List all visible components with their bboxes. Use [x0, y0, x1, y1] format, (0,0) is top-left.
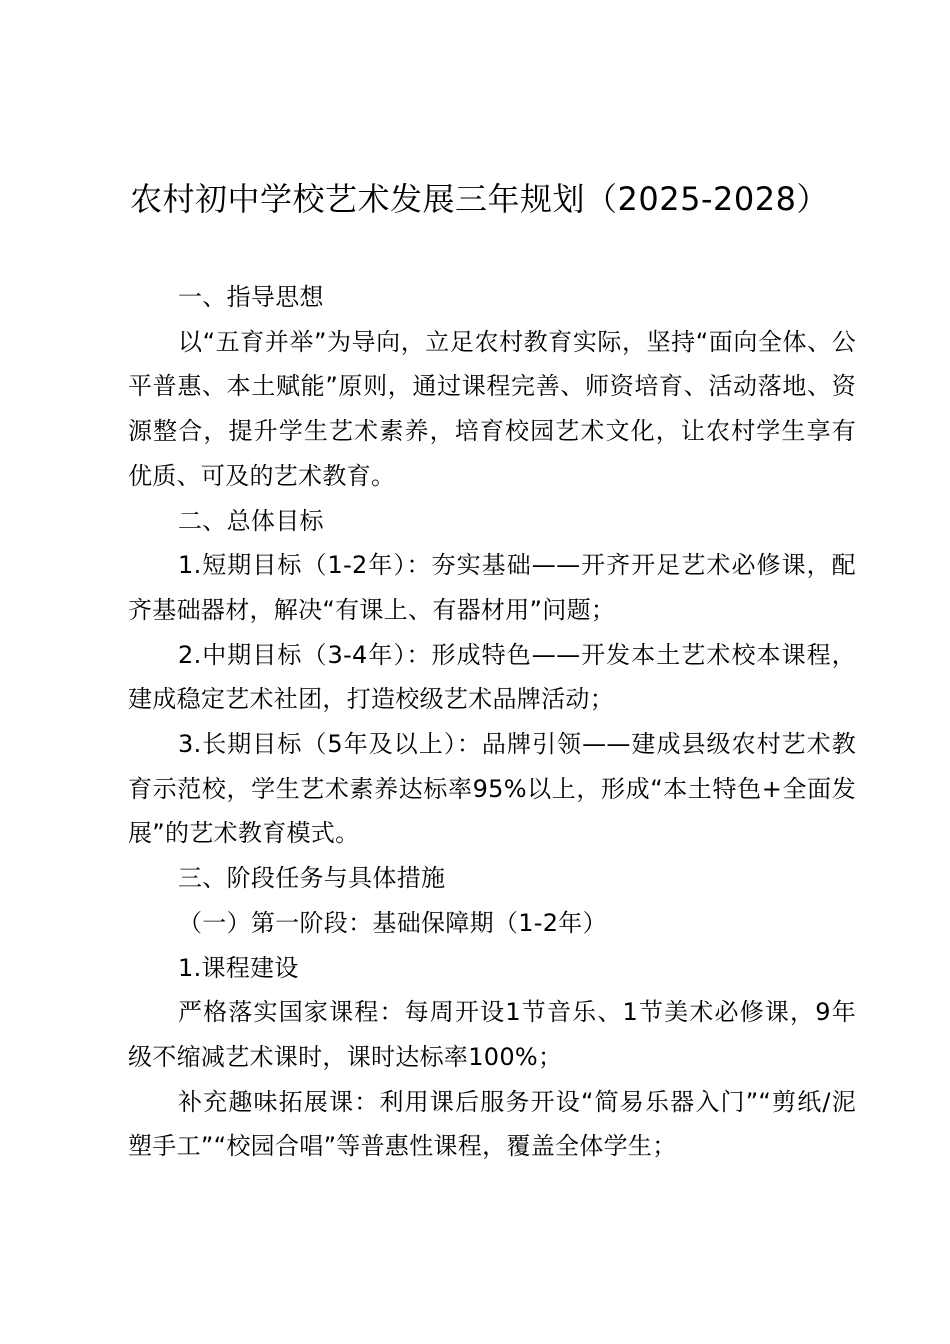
document-title: 农村初中学校艺术发展三年规划（2025-2028）	[130, 180, 829, 218]
paragraph-national-curriculum: 严格落实国家课程：每周开设1节音乐、1节美术必修课，9年级不缩减艺术课时，课时达标率100%；	[128, 998, 856, 1071]
paragraph-mid-term-goal: 2.中期目标（3-4年）：形成特色——开发本土艺术校本课程，建成稳定艺术社团，打造校级艺术品牌活动；	[128, 640, 856, 714]
heading-guiding-ideology: 一、指导思想	[178, 283, 324, 311]
paragraph-guiding-ideology: 以“五育并举”为导向，立足农村教育实际，坚持“面向全体、公平普惠、本土赋能”原则，通过课程完善、师资培育、活动落地、资源整合，提升学生艺术素养，培育校园艺术文化，让农村学生享有优质、可及的艺术教育。	[128, 327, 856, 490]
paragraph-short-term-goal: 1.短期目标（1-2年）：夯实基础——开齐开足艺术必修课，配齐基础器材，解决“有课上、有器材用”问题；	[128, 551, 856, 624]
heading-stage-tasks: 三、阶段任务与具体措施	[178, 864, 446, 893]
heading-stage-one: （一）第一阶段：基础保障期（1-2年）	[178, 908, 607, 937]
document-body	[128, 275, 856, 1169]
paragraph-long-term-goal: 3.长期目标（5年及以上）：品牌引领——建成县级农村艺术教育示范校，学生艺术素养达标率95%以上，形成“本土特色+全面发展”的艺术教育模式。	[128, 730, 856, 848]
heading-overall-goals: 二、总体目标	[178, 506, 324, 535]
heading-curriculum: 1.课程建设	[178, 953, 299, 982]
paragraph-extension-courses: 补充趣味拓展课：利用课后服务开设“简易乐器入门”“剪纸/泥塑手工”“校园合唱”等普惠性课程，覆盖全体学生；	[128, 1087, 856, 1161]
